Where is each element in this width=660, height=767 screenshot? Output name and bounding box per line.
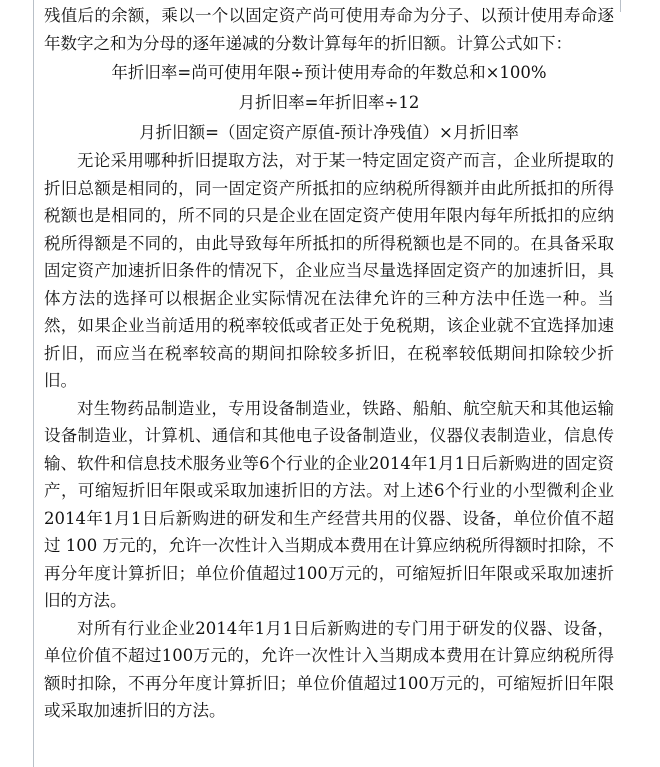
body-paragraph: 无论采用哪种折旧提取方法，对于某一特定固定资产而言，企业所提取的折旧总额是相同的，同一固定资产所抵扣的应纳税所得额并由此所抵扣的所得税额也是相同的，所不同的只是企业在固定资产使用年限内每年所抵扣的应纳税所得额是不同的，由此导致每年所抵扣的所得税额也是不同的。在具备采取固定资产加速折旧条件的情况下，企业应当尽量选择固定资产的加速折旧，具体方法的选择可以根据企业实际情况在法律允许的三种方法中任选一种。当然，如果企业当前适用的税率较低或者正处于免税期，该企业就不宜选择加速折旧，而应当在税率较高的期间扣除较多折旧，在税率较低期间扣除较少折旧。	[44, 151, 614, 390]
page-margin-guide-right	[620, 0, 621, 12]
body-paragraph: 对生物药品制造业，专用设备制造业，铁路、船舶、航空航天和其他运输设备制造业，计算机、通信和其他电子设备制造业，仪器仪表制造业，信息传输、软件和信息技术服务业等6个行业的企业2014年1月1日后新购进的固定资产，可缩短折旧年限或采取加速折旧的方法。对上述6个行业的小型微利企业2014年1月1日后新购进的研发和生产经营共用的仪器、设备，单位价值不超过 100 万元的，允许一次性计入当期成本费用在计算应纳税所得额时扣除，不再分年度计算折旧；单位价值超过100万元的，可缩短折旧年限或采取加速折旧的方法。	[44, 398, 614, 610]
intro-paragraph: 残值后的余额，乘以一个以固定资产尚可使用寿命为分子、以预计使用寿命逐年数字之和为分母的逐年递减的分数计算每年的折旧额。计算公式如下：	[44, 6, 614, 53]
formula-monthly-rate: 月折旧率=年折旧率÷12	[238, 93, 420, 112]
formula-annual-rate: 年折旧率=尚可使用年限÷预计使用寿命的年数总和×100%	[111, 63, 547, 82]
document-body	[44, 2, 614, 725]
body-paragraph: 对所有行业企业2014年1月1日后新购进的专门用于研发的仪器、设备，单位价值不超过100万元的，允许一次性计入当期成本费用在计算应纳税所得额时扣除，不再分年度计算折旧；单位价值超过100万元的，可缩短折旧年限或采取加速折旧的方法。	[44, 618, 614, 720]
formula-monthly-amount: 月折旧额=（固定资产原值-预计净残值）×月折旧率	[139, 123, 519, 142]
page-margin-guide-left	[33, 0, 34, 767]
